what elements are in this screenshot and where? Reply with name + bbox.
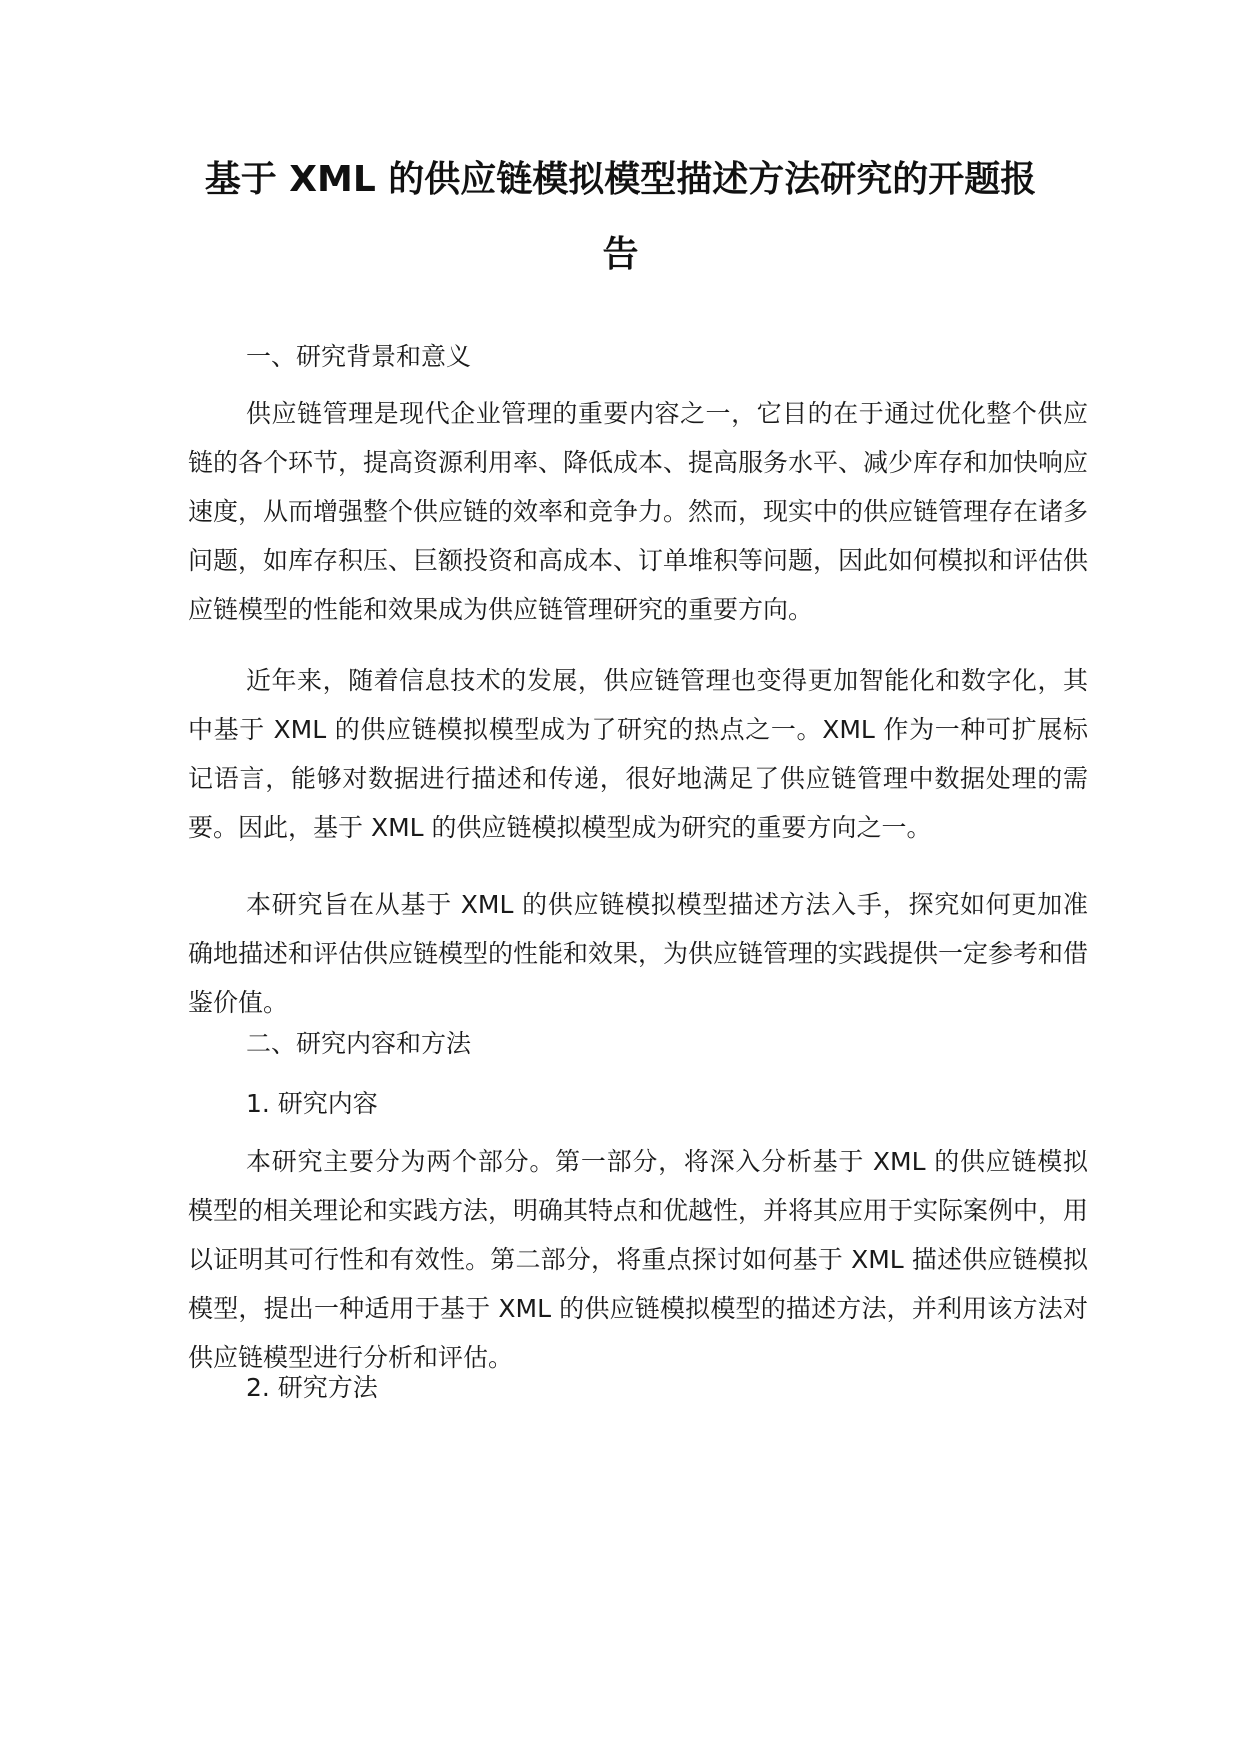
paragraph-research-content: 本研究主要分为两个部分。第一部分，将深入分析基于 XML 的供应链模拟模型的相关理论和实践方法，明确其特点和优越性，并将其应用于实际案例中，用以证明其可行性和有效性。第二部分，将重点探讨如何基于 XML 描述供应链模拟模型，提出一种适用于基于 XML 的供应链模拟模型的描述方法，并利用该方法对供应链模型进行分析和评估。 (188, 1147, 1089, 1372)
paragraph-background-1: 供应链管理是现代企业管理的重要内容之一，它目的在于通过优化整个供应链的各个环节，提高资源利用率、降低成本、提高服务水平、减少库存和加快响应速度，从而增强整个供应链的效率和竞争力。然而，现实中的供应链管理存在诸多问题，如库存积压、巨额投资和高成本、订单堆积等问题，因此如何模拟和评估供应链模型的性能和效果成为供应链管理研究的重要方向。 (188, 399, 1089, 624)
subsection-heading-content: 1. 研究内容 (246, 1089, 378, 1118)
document-title-line-2: 告 (602, 234, 639, 275)
paragraph-background-2: 近年来，随着信息技术的发展，供应链管理也变得更加智能化和数字化，其中基于 XML 的供应链模拟模型成为了研究的热点之一。XML 作为一种可扩展标记语言，能够对数据进行描述和传递，很好地满足了供应链管理中数据处理的需要。因此，基于 XML 的供应链模拟模型成为研究的重要方向之一。 (188, 666, 1088, 842)
section-heading-background: 一、研究背景和意义 (246, 342, 472, 371)
document-title-line-1: 基于 XML 的供应链模拟模型描述方法研究的开题报 (204, 159, 1037, 200)
subsection-heading-method: 2. 研究方法 (246, 1373, 378, 1402)
section-heading-content-method: 二、研究内容和方法 (246, 1029, 472, 1058)
paragraph-background-3: 本研究旨在从基于 XML 的供应链模拟模型描述方法入手，探究如何更加准确地描述和评估供应链模型的性能和效果，为供应链管理的实践提供一定参考和借鉴价值。 (188, 890, 1089, 1017)
